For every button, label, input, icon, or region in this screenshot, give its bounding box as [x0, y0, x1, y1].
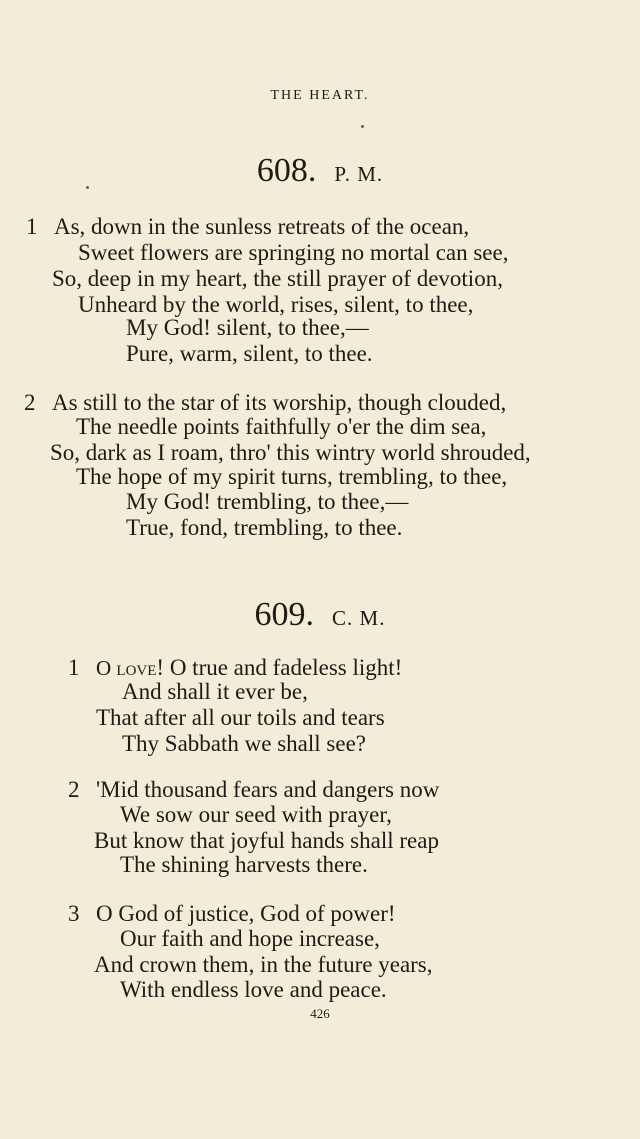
hymn-608-heading: 608. P. M. — [256, 152, 384, 189]
hymn-meter: P. M. — [334, 162, 384, 186]
stanza-number: 3 — [68, 901, 80, 926]
stanza-number: 2 — [68, 777, 80, 802]
small-caps-word: O love — [96, 656, 157, 680]
verse-line: Unheard by the world, rises, silent, to thee, — [78, 292, 474, 317]
verse-line: We sow our seed with prayer, — [120, 802, 392, 827]
verse-line: My God! silent, to thee,— — [126, 315, 369, 340]
verse-line: 3 O God of justice, God of power! — [68, 901, 396, 926]
verse-line: That after all our toils and tears — [96, 705, 385, 730]
verse-line: The needle points faithfully o'er the dim sea, — [76, 414, 487, 439]
verse-line: With endless love and peace. — [120, 977, 387, 1002]
stanza-number: 2 — [24, 390, 36, 415]
verse-line: My God! trembling, to thee,— — [126, 489, 409, 514]
verse-line: And shall it ever be, — [122, 679, 308, 704]
hymn-number: 608 — [256, 152, 308, 189]
page-number: 426 — [310, 1006, 330, 1021]
verse-line: And crown them, in the future years, — [94, 952, 433, 977]
verse-line: Sweet flowers are springing no mortal can see, — [78, 240, 509, 265]
page-speck — [361, 125, 364, 128]
verse-line: The hope of my spirit turns, trembling, to thee, — [76, 464, 508, 489]
hymn-number: 609 — [254, 596, 306, 633]
verse-line: 1 O love! O true and fadeless light! — [68, 655, 403, 680]
verse-line: But know that joyful hands shall reap — [94, 828, 439, 853]
verse-line: So, dark as I roam, thro' this wintry world shrouded, — [50, 440, 531, 465]
verse-line: The shining harvests there. — [120, 852, 368, 877]
verse-line: 1 As, down in the sunless retreats of the ocean, — [26, 214, 470, 239]
hymn-meter: C. M. — [332, 606, 386, 630]
running-head: THE HEART. — [270, 88, 370, 103]
verse-line: Thy Sabbath we shall see? — [122, 731, 366, 756]
verse-line: 2 As still to the star of its worship, though clouded, — [24, 390, 507, 415]
stanza-number: 1 — [68, 655, 80, 680]
hymn-609-heading: 609. C. M. — [254, 596, 386, 633]
verse-line: Our faith and hope increase, — [120, 926, 380, 951]
verse-line: 2 'Mid thousand fears and dangers now — [68, 777, 440, 802]
verse-line: True, fond, trembling, to thee. — [126, 515, 403, 540]
stanza-number: 1 — [26, 214, 38, 239]
verse-line: So, deep in my heart, the still prayer of devotion, — [52, 266, 503, 291]
verse-line: Pure, warm, silent, to thee. — [126, 341, 373, 366]
